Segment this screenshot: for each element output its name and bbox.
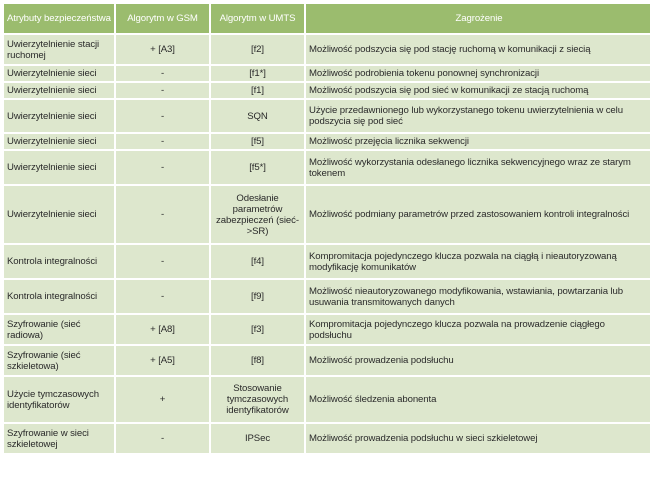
table-row	[4, 134, 650, 149]
cell-umts: [f4]	[211, 245, 304, 278]
cell-gsm: -	[116, 280, 209, 313]
cell-gsm: -	[116, 245, 209, 278]
cell-umts: Odesłanie parametrów zabezpieczeń (sieć->SR)	[211, 186, 304, 243]
cell-gsm: -	[116, 83, 209, 98]
table-row	[4, 346, 650, 375]
cell-umts: [f8]	[211, 346, 304, 375]
cell-threat: Możliwość prowadzenia podsłuchu w sieci szkieletowej	[306, 424, 650, 453]
table-row	[4, 424, 650, 453]
cell-umts: [f5]	[211, 134, 304, 149]
cell-threat: Możliwość podmiany parametrów przed zastosowaniem kontroli integralności	[306, 186, 650, 243]
cell-threat: Możliwość podszycia się pod stację ruchomą w komunikacji z siecią	[306, 35, 650, 64]
table-row	[4, 186, 650, 243]
table-row	[4, 83, 650, 98]
cell-gsm: -	[116, 151, 209, 184]
cell-gsm: -	[116, 134, 209, 149]
security-comparison-table	[2, 2, 650, 455]
cell-gsm: -	[116, 100, 209, 132]
cell-umts: SQN	[211, 100, 304, 132]
cell-attribute: Kontrola integralności	[4, 280, 114, 313]
cell-umts: [f3]	[211, 315, 304, 344]
cell-threat: Użycie przedawnionego lub wykorzystanego tokenu uwierzytelnienia w celu podszycia się pod sieć	[306, 100, 650, 132]
table-row	[4, 377, 650, 422]
header-attributes: Atrybuty bezpieczeństwa	[4, 4, 114, 33]
cell-attribute: Szyfrowanie (sieć szkieletowa)	[4, 346, 114, 375]
cell-gsm: + [A3]	[116, 35, 209, 64]
cell-gsm: -	[116, 66, 209, 81]
cell-gsm: -	[116, 186, 209, 243]
cell-umts: IPSec	[211, 424, 304, 453]
cell-gsm: + [A5]	[116, 346, 209, 375]
header-row	[4, 4, 650, 33]
cell-threat: Kompromitacja pojedynczego klucza pozwala na ciągłą i nieautoryzowaną modyfikację komunikatów	[306, 245, 650, 278]
cell-attribute: Kontrola integralności	[4, 245, 114, 278]
cell-gsm: -	[116, 424, 209, 453]
cell-threat: Możliwość prowadzenia podsłuchu	[306, 346, 650, 375]
header-threat: Zagrożenie	[306, 4, 650, 33]
cell-attribute: Użycie tymczasowych identyfikatorów	[4, 377, 114, 422]
cell-attribute: Szyfrowanie (sieć radiowa)	[4, 315, 114, 344]
cell-threat: Możliwość śledzenia abonenta	[306, 377, 650, 422]
cell-gsm: + [A8]	[116, 315, 209, 344]
cell-threat: Możliwość nieautoryzowanego modyfikowania, wstawiania, powtarzania lub usuwania transmitowanych danych	[306, 280, 650, 313]
cell-umts: [f9]	[211, 280, 304, 313]
cell-umts: Stosowanie tymczasowych identyfikatorów	[211, 377, 304, 422]
table-row	[4, 66, 650, 81]
cell-umts: [f1*]	[211, 66, 304, 81]
cell-attribute: Uwierzytelnienie sieci	[4, 100, 114, 132]
cell-threat: Możliwość przejęcia licznika sekwencji	[306, 134, 650, 149]
cell-attribute: Uwierzytelnienie sieci	[4, 134, 114, 149]
table-row	[4, 245, 650, 278]
header-umts: Algorytm w UMTS	[211, 4, 304, 33]
header-gsm: Algorytm w GSM	[116, 4, 209, 33]
cell-threat: Możliwość podrobienia tokenu ponownej synchronizacji	[306, 66, 650, 81]
table-row	[4, 100, 650, 132]
table-row	[4, 315, 650, 344]
cell-attribute: Uwierzytelnienie stacji ruchomej	[4, 35, 114, 64]
cell-attribute: Szyfrowanie w sieci szkieletowej	[4, 424, 114, 453]
table-row	[4, 151, 650, 184]
cell-umts: [f5*]	[211, 151, 304, 184]
cell-attribute: Uwierzytelnienie sieci	[4, 83, 114, 98]
cell-threat: Możliwość wykorzystania odesłanego licznika sekwencyjnego wraz ze starym tokenem	[306, 151, 650, 184]
table-row	[4, 35, 650, 64]
cell-attribute: Uwierzytelnienie sieci	[4, 186, 114, 243]
cell-attribute: Uwierzytelnienie sieci	[4, 66, 114, 81]
table-row	[4, 280, 650, 313]
cell-umts: [f1]	[211, 83, 304, 98]
cell-umts: [f2]	[211, 35, 304, 64]
cell-attribute: Uwierzytelnienie sieci	[4, 151, 114, 184]
cell-threat: Możliwość podszycia się pod sieć w komunikacji ze stacją ruchomą	[306, 83, 650, 98]
cell-threat: Kompromitacja pojedynczego klucza pozwala na prowadzenie ciągłego podsłuchu	[306, 315, 650, 344]
cell-gsm: +	[116, 377, 209, 422]
